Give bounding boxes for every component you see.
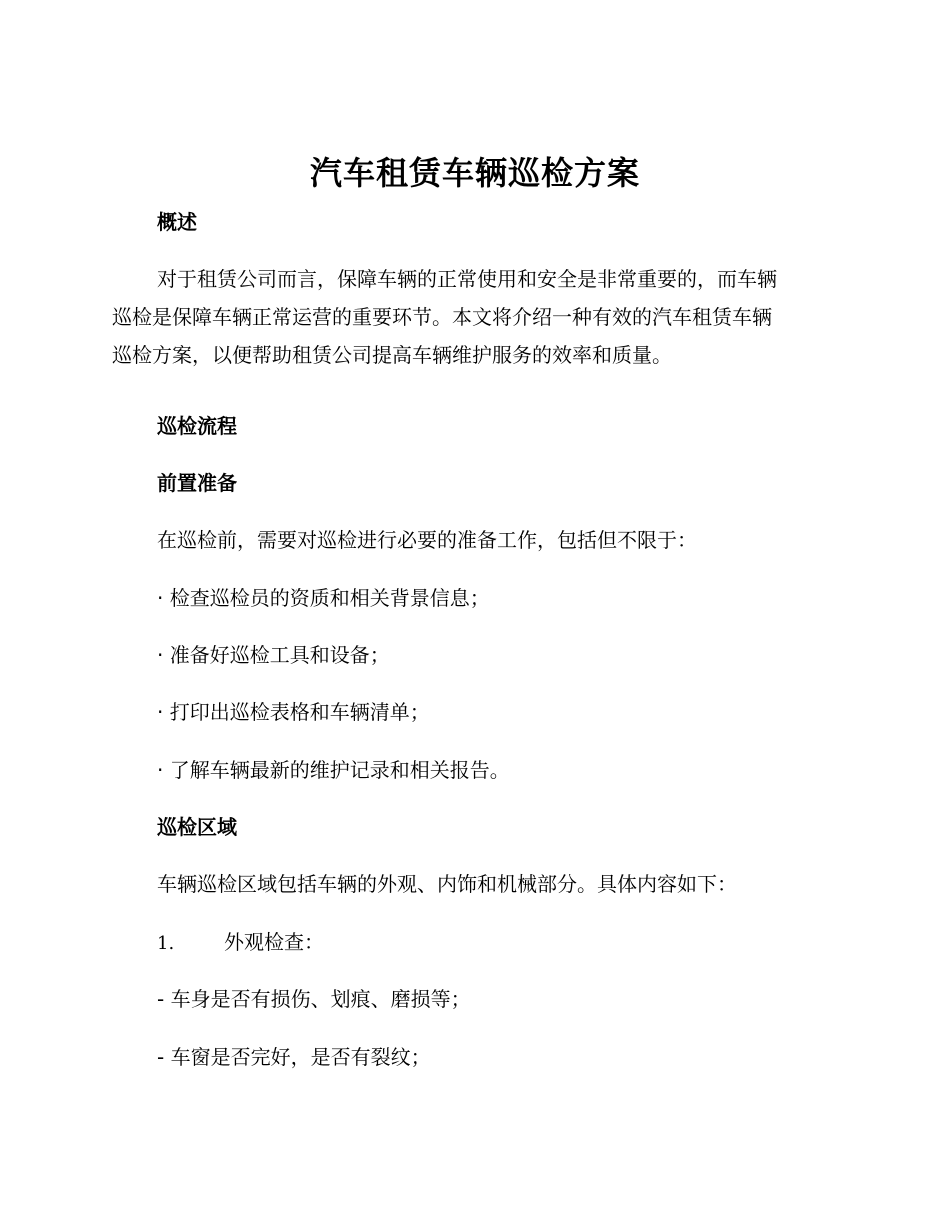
section-heading-area: 巡检区域: [157, 815, 237, 839]
prep-intro: 在巡检前，需要对巡检进行必要的准备工作，包括但不限于：: [157, 528, 697, 552]
list-item-label: 外观检查：: [224, 930, 324, 954]
section-heading-prep: 前置准备: [157, 471, 237, 495]
sub-list-item: - 车身是否有损伤、划痕、磨损等；: [157, 987, 471, 1011]
area-intro: 车辆巡检区域包括车辆的外观、内饰和机械部分。具体内容如下：: [157, 872, 737, 896]
section-heading-overview: 概述: [157, 210, 197, 234]
document-title: 汽车租赁车辆巡检方案: [309, 154, 640, 192]
overview-line-1: 对于租赁公司而言，保障车辆的正常使用和安全是非常重要的，而车辆: [157, 267, 777, 291]
prep-list-item: · 打印出巡检表格和车辆清单；: [157, 700, 430, 724]
list-number: 1.: [157, 933, 175, 954]
overview-line-2: 巡检是保障车辆正常运营的重要环节。本文将介绍一种有效的汽车租赁车辆: [112, 305, 772, 329]
prep-list-item: · 准备好巡检工具和设备；: [157, 643, 390, 667]
overview-line-3: 巡检方案，以便帮助租赁公司提高车辆维护服务的效率和质量。: [112, 343, 672, 367]
section-heading-process: 巡检流程: [157, 414, 237, 438]
overview-paragraph: [112, 260, 834, 374]
prep-list-item: · 了解车辆最新的维护记录和相关报告。: [157, 758, 510, 782]
prep-list-item: · 检查巡检员的资质和相关背景信息；: [157, 586, 490, 610]
sub-list-item: - 车窗是否完好，是否有裂纹；: [157, 1045, 431, 1069]
numbered-list-item: [157, 927, 324, 959]
